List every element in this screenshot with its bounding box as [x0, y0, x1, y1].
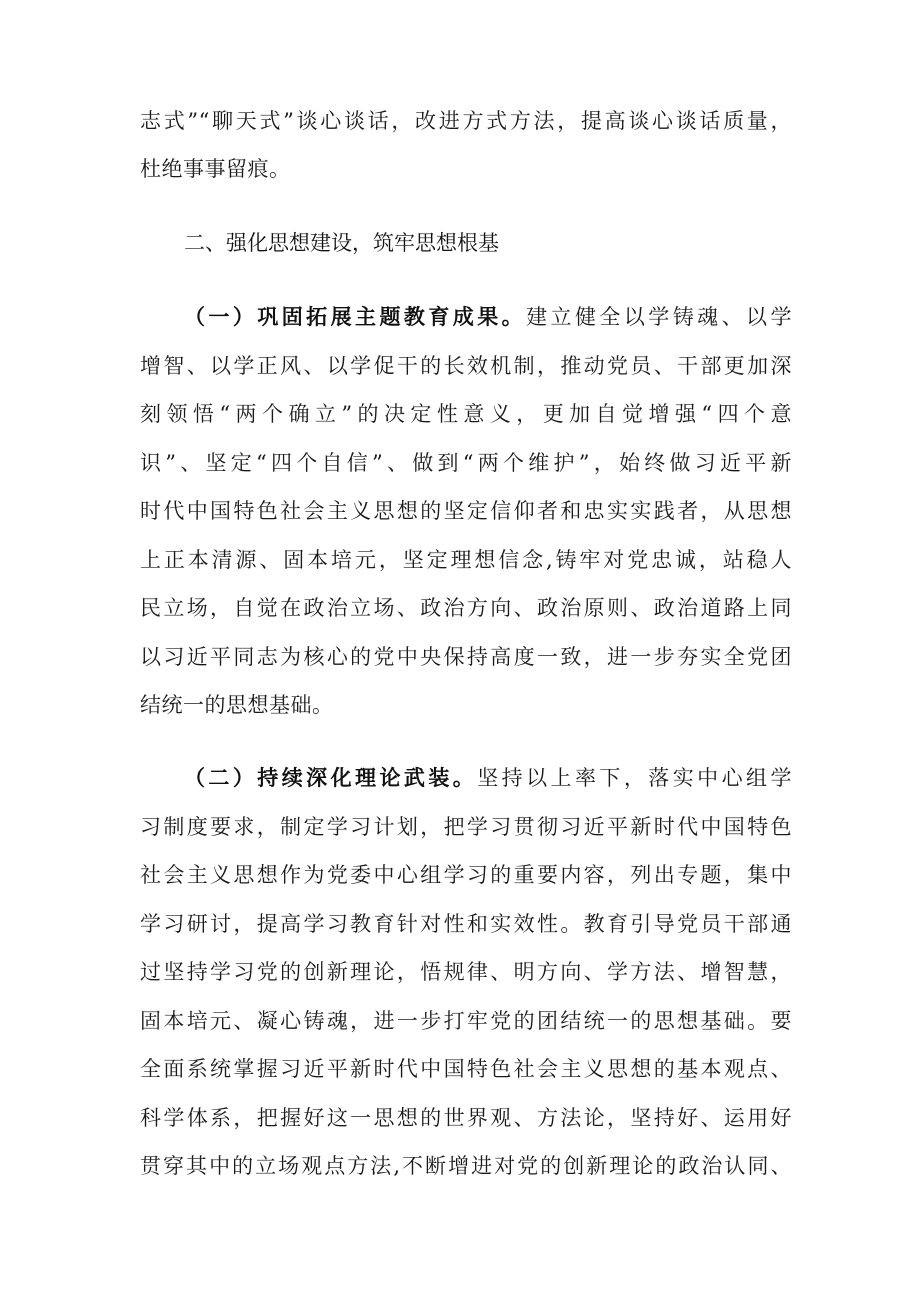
para2-first-line-text: 坚持以上率下，落实中心组学 [477, 766, 792, 790]
intro-line-2: 杜绝事事留痕。 [140, 157, 291, 181]
para2-line: 习制度要求，制定学习计划，把学习贯彻习近平新时代中国特色 [140, 815, 792, 839]
para1-line: 时代中国特色社会主义思想的坚定信仰者和忠实实践者，从思想 [140, 499, 792, 523]
para1-line: 刻领悟“两个确立”的决定性意义，更加自觉增强“四个意 [140, 402, 792, 426]
para2-first-line [184, 761, 792, 795]
para2-line: 社会主义思想作为党委中心组学习的重要内容，列出专题，集中 [140, 863, 792, 887]
intro-line-1: 志式”“聊天式”谈心谈话，改进方式方法，提高谈心谈话质量， [140, 109, 792, 133]
section-heading: 二、强化思想建设，筑牢思想根基 [184, 231, 499, 255]
para1-line: 以习近平同志为核心的党中央保持高度一致，进一步夯实全党团 [140, 645, 792, 669]
para1-line: 上正本清源、固本培元，坚定理想信念,铸牢对党忠诚，站稳人 [140, 548, 792, 572]
para2-line: 科学体系，把握好这一思想的世界观、方法论，坚持好、运用好 [140, 1106, 792, 1130]
para2-line: 全面系统掌握习近平新时代中国特色社会主义思想的基本观点、 [140, 1057, 792, 1081]
para2-line: 学习研讨，提高学习教育针对性和实效性。教育引导党员干部通 [140, 912, 792, 936]
para2-line: 固本培元、凝心铸魂，进一步打牢党的团结统一的思想基础。要 [140, 1009, 792, 1033]
para1-first-line [184, 300, 792, 334]
para1-line: 增智、以学正风、以学促干的长效机制，推动党员、干部更加深 [140, 354, 792, 378]
para1-line: 识”、坚定“四个自信”、做到“两个维护”，始终做习近平新 [140, 451, 792, 475]
para2-line: 过坚持学习党的创新理论，悟规律、明方向、学方法、增智慧， [140, 960, 792, 984]
para1-line: 结统一的思想基础。 [140, 693, 334, 717]
para2-lead: （二）持续深化理论武装。 [184, 766, 478, 790]
para1-line: 民立场，自觉在政治立场、政治方向、政治原则、政治道路上同 [140, 596, 792, 620]
para2-line: 贯穿其中的立场观点方法,不断增进对党的创新理论的政治认同、 [140, 1154, 792, 1178]
para1-first-line-text: 建立健全以学铸魂、以学 [526, 305, 792, 329]
para1-lead: （一）巩固拓展主题教育成果。 [184, 305, 527, 329]
